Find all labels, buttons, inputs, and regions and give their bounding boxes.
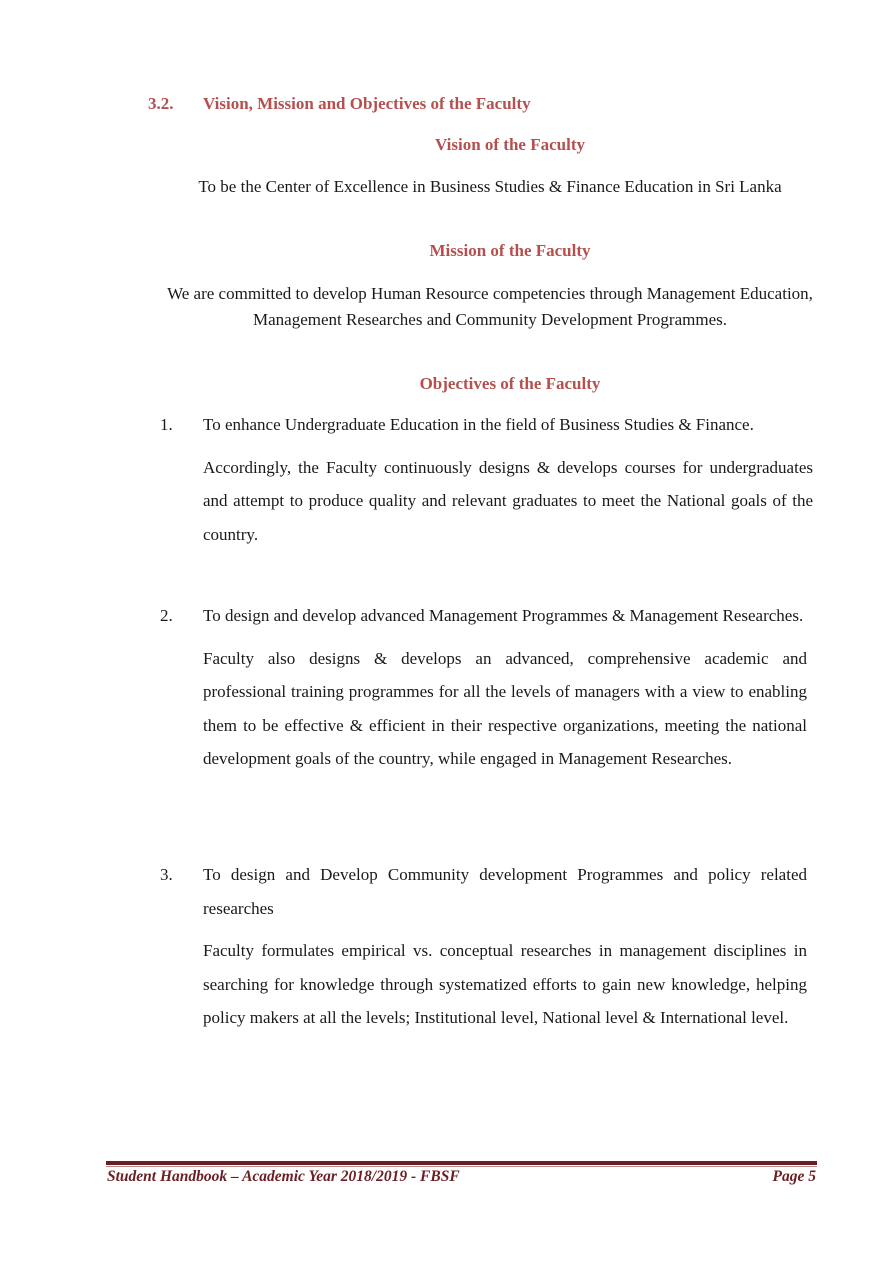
objectives-heading: Objectives of the Faculty [419,374,601,393]
objective-title: To design and Develop Community development Programmes and policy related researches [203,865,807,918]
objective-item [160,858,807,1035]
footer-divider-thin [106,1166,817,1167]
objective-item [160,599,807,776]
objective-number: 1. [160,415,173,434]
vision-heading: Vision of the Faculty [434,135,585,154]
section-title: Vision, Mission and Objectives of the Faculty [203,94,531,113]
objective-item [160,408,813,551]
objective-title: To enhance Undergraduate Education in the field of Business Studies & Finance. [203,415,754,434]
mission-text: We are committed to develop Human Resource competencies through Management Education, Management Researches and Community Development Programmes. [167,284,813,329]
objective-description: Faculty also designs & develops an advanced, comprehensive academic and professional training programmes for all the levels of managers with a view to enabling them to be effective & efficient in their respective organizations, meeting the national development goals of the country, while engaged in Management Researches. [203,648,807,768]
objective-title: To design and develop advanced Management Programmes & Management Researches. [203,606,804,625]
objective-description: Faculty formulates empirical vs. conceptual researches in management disciplines in searching for knowledge through systematized efforts to gain new knowledge, helping policy makers at all the levels; Institutional level, National level & International level. [203,941,807,1027]
objective-number: 2. [160,606,173,625]
section-number: 3.2. [148,94,174,113]
section-heading [148,94,531,114]
vision-text: To be the Center of Excellence in Business Studies & Finance Education in Sri Lanka [198,177,782,196]
mission-heading: Mission of the Faculty [429,241,591,260]
footer-divider [106,1161,817,1165]
objective-number: 3. [160,865,173,884]
objective-description: Accordingly, the Faculty continuously designs & develops courses for undergraduates and attempt to produce quality and relevant graduates to meet the National goals of the country. [203,457,813,544]
page-number: Page 5 [772,1168,816,1185]
footer-title: Student Handbook – Academic Year 2018/2019 - FBSF [107,1168,460,1185]
